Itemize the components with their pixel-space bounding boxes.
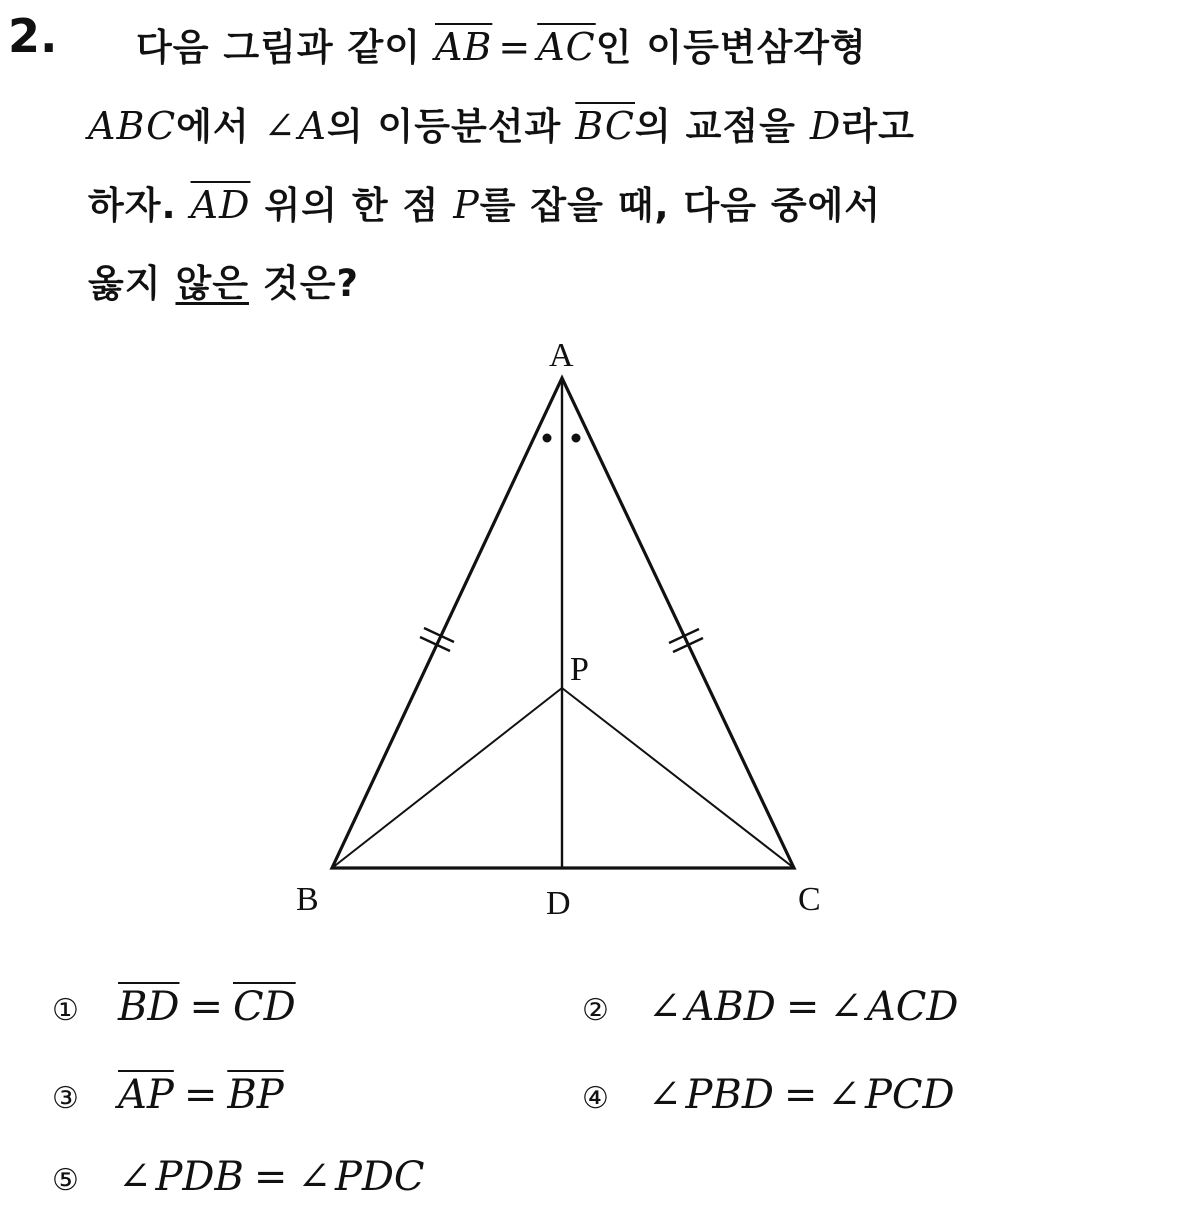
angle-pcd: PCD xyxy=(864,1072,955,1118)
stem-text: 다음 그림과 같이 xyxy=(136,26,421,69)
choice-2[interactable] xyxy=(582,982,958,1036)
choice-number: ② xyxy=(582,993,609,1028)
stem-text: 를 잡을 때, 다음 중에서 xyxy=(479,184,882,227)
segment-ac: $\overline{AC}$ xyxy=(537,25,596,69)
tick-mark-ab xyxy=(420,637,450,651)
stem-text: 라고 xyxy=(841,105,915,148)
question-number: 2. xyxy=(8,9,58,63)
angle-acd: ACD xyxy=(866,984,959,1030)
point-p: P xyxy=(453,183,480,227)
stem-text: 위의 한 점 xyxy=(264,184,440,227)
stem-text: 것은? xyxy=(262,262,359,305)
stem-line-1 xyxy=(88,8,1148,87)
angle-mark-dot xyxy=(543,434,552,443)
equals-sign: = xyxy=(189,984,223,1030)
angle-symbol: ∠ xyxy=(263,104,297,148)
triangle-abc xyxy=(332,378,794,868)
angle-symbol: ∠ xyxy=(297,1154,331,1200)
segment-bp: $\overline{BP}$ xyxy=(227,1072,284,1118)
stem-text: 의 교점을 xyxy=(635,105,796,148)
stem-line-3 xyxy=(88,166,1148,245)
label-d: D xyxy=(546,885,571,922)
triangle-name: ABC xyxy=(88,104,177,148)
underlined-word: 않은 xyxy=(175,262,249,305)
question-stem xyxy=(88,8,1148,323)
equals-sign: = xyxy=(785,984,820,1030)
choice-3[interactable] xyxy=(52,1070,284,1124)
stem-text: 인 이등변삼각형 xyxy=(595,26,867,69)
tick-mark-ac xyxy=(669,629,699,643)
angle-symbol: ∠ xyxy=(827,1072,861,1118)
angle-symbol: ∠ xyxy=(829,984,863,1030)
angle-symbol: ∠ xyxy=(118,1154,152,1200)
choice-4[interactable] xyxy=(582,1070,955,1124)
choice-5[interactable] xyxy=(52,1152,425,1206)
stem-text: 에서 xyxy=(176,105,250,148)
angle-vertex: A xyxy=(298,104,327,148)
segment-ad: $\overline{AD}$ xyxy=(190,183,251,227)
stem-text: 옳지 xyxy=(88,262,162,305)
choice-1[interactable] xyxy=(52,982,296,1036)
angle-symbol: ∠ xyxy=(648,984,682,1030)
segment-ap: $\overline{AP}$ xyxy=(118,1072,174,1118)
point-d: D xyxy=(809,104,842,148)
equals-sign: = xyxy=(498,25,532,69)
label-a: A xyxy=(549,337,574,374)
angle-pdb: PDB xyxy=(155,1154,244,1200)
choice-number: ③ xyxy=(52,1081,79,1116)
angle-symbol: ∠ xyxy=(648,1072,682,1118)
stem-line-4 xyxy=(88,245,1148,323)
tick-mark-ab xyxy=(424,628,454,642)
equals-sign: = xyxy=(783,1072,818,1118)
stem-line-2 xyxy=(88,87,1148,166)
angle-pdc: PDC xyxy=(334,1154,425,1200)
equals-sign: = xyxy=(183,1072,218,1118)
segment-ab: $\overline{AB}$ xyxy=(434,25,493,69)
angle-abd: ABD xyxy=(685,984,776,1030)
angle-pbd: PBD xyxy=(685,1072,774,1118)
choice-number: ④ xyxy=(582,1081,609,1116)
angle-mark-dot xyxy=(572,434,581,443)
choice-number: ⑤ xyxy=(52,1163,79,1198)
stem-text: 의 이등분선과 xyxy=(326,105,562,148)
segment-bd: $\overline{BD}$ xyxy=(118,984,180,1030)
segment-cd: $\overline{CD}$ xyxy=(232,984,296,1030)
tick-mark-ac xyxy=(673,638,703,652)
stem-text: 하자. xyxy=(88,184,177,227)
equals-sign: = xyxy=(253,1154,288,1200)
label-p: P xyxy=(570,651,589,688)
segment-pc xyxy=(562,688,794,868)
label-b: B xyxy=(296,881,319,918)
choice-number: ① xyxy=(52,993,79,1028)
label-c: C xyxy=(798,881,821,918)
segment-bc: $\overline{BC}$ xyxy=(575,104,635,148)
segment-pb xyxy=(332,688,562,868)
